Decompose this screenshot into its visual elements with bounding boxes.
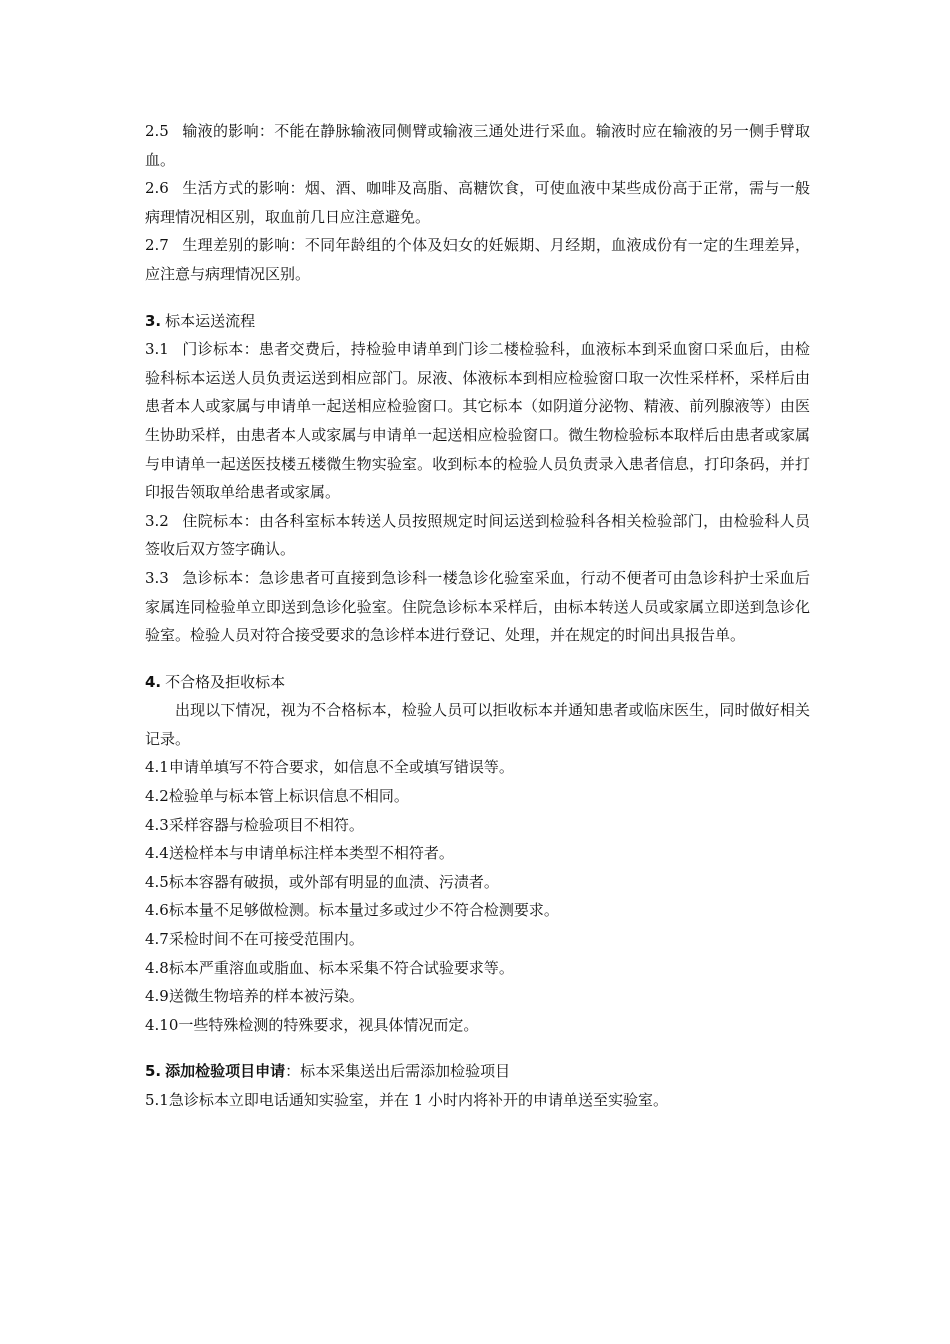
item-2-6	[145, 174, 810, 231]
item-3-1	[145, 335, 810, 507]
item-text: 一些特殊检测的特殊要求，视具体情况而定。	[178, 1015, 479, 1034]
section-gap	[145, 289, 810, 307]
item-text: 采样容器与检验项目不相符。	[168, 815, 364, 834]
item-4-9	[145, 982, 810, 1011]
item-4-10	[145, 1011, 810, 1040]
item-5-1	[145, 1086, 810, 1115]
item-number: 4.2	[145, 787, 169, 806]
item-text: 住院标本：由各科室标本转送人员按照规定时间运送到检验科各相关检验部门，由检验科人员签收后双方签字确认。	[145, 511, 810, 559]
section-title: 添加检验项目申请	[165, 1062, 286, 1081]
item-number: 4.5	[145, 872, 169, 891]
item-2-5	[145, 117, 810, 174]
item-number: 4.10	[145, 1015, 179, 1034]
item-text: 标本严重溶血或脂血、标本采集不符合试验要求等。	[168, 958, 514, 977]
item-text: 生活方式的影响：烟、酒、咖啡及高脂、高糖饮食，可使血液中某些成份高于正常，需与一般病理情况相区别，取血前几日应注意避免。	[145, 179, 810, 226]
section-number: 3.	[145, 311, 162, 330]
section-gap	[145, 650, 810, 668]
section-subtitle: ：标本采集送出后需添加检验项目	[285, 1062, 511, 1081]
item-3-3	[145, 564, 810, 650]
item-4-3	[145, 811, 810, 840]
item-number: 4.3	[145, 815, 169, 834]
item-4-8	[145, 954, 810, 983]
item-text: 生理差别的影响：不同年龄组的个体及妇女的妊娠期、月经期，血液成份有一定的生理差异，应注意与病理情况区别。	[145, 236, 810, 283]
item-text: 申请单填写不符合要求，如信息不全或填写错误等。	[168, 758, 514, 777]
section-title: 标本运送流程	[165, 311, 256, 330]
item-text: 标本容器有破损，或外部有明显的血渍、污渍者。	[168, 872, 499, 891]
section-number: 5.	[145, 1062, 162, 1081]
item-number: 4.8	[145, 958, 169, 977]
item-text: 送检样本与申请单标注样本类型不相符者。	[168, 844, 454, 863]
item-number: 2.7	[145, 236, 169, 255]
item-number: 4.9	[145, 987, 169, 1006]
item-4-6	[145, 896, 810, 925]
section-gap	[145, 1039, 810, 1057]
item-number: 4.6	[145, 901, 169, 920]
item-number: 4.7	[145, 930, 169, 949]
item-number: 5.1	[145, 1091, 169, 1109]
item-number: 3.3	[145, 568, 169, 587]
item-4-1	[145, 753, 810, 782]
item-4-5	[145, 868, 810, 897]
item-number: 4.4	[145, 844, 169, 863]
item-number: 2.6	[145, 179, 169, 198]
item-text: 急诊标本：急诊患者可直接到急诊科一楼急诊化验室采血，行动不便者可由急诊科护士采血后家属连同检验单立即送到急诊化验室。住院急诊标本采样后，由标本转送人员或家属立即送到急诊化验室。检验人员对符合接受要求的急诊样本进行登记、处理，并在规定的时间出具报告单。	[145, 568, 810, 645]
item-number: 4.1	[145, 758, 169, 777]
item-number: 2.5	[145, 122, 169, 140]
item-4-2	[145, 782, 810, 811]
section-5-heading	[145, 1057, 810, 1086]
section-4-heading	[145, 668, 810, 697]
item-text: 采检时间不在可接受范围内。	[168, 930, 364, 949]
section-3-heading	[145, 307, 810, 336]
section-title: 不合格及拒收标本	[165, 672, 286, 691]
item-text: 标本量不足够做检测。标本量过多或过少不符合检测要求。	[168, 901, 559, 920]
document-page	[145, 117, 810, 1115]
item-number: 3.1	[145, 340, 169, 359]
item-3-2	[145, 507, 810, 564]
item-text: 急诊标本立即电话通知实验室，并在 1 小时内将补开的申请单送至实验室。	[168, 1091, 668, 1109]
item-text: 输液的影响：不能在静脉输液同侧臂或输液三通处进行采血。输液时应在输液的另一侧手臂取血。	[145, 122, 810, 169]
item-text: 送微生物培养的样本被污染。	[168, 987, 364, 1006]
item-number: 3.2	[145, 511, 169, 530]
section-4-intro: 出现以下情况，视为不合格标本，检验人员可以拒收标本并通知患者或临床医生，同时做好相关记录。	[145, 701, 810, 748]
item-4-4	[145, 839, 810, 868]
item-text: 检验单与标本管上标识信息不相同。	[168, 787, 409, 806]
section-number: 4.	[145, 672, 162, 691]
item-text: 门诊标本：患者交费后，持检验申请单到门诊二楼检验科，血液标本到采血窗口采血后，由检验科标本运送人员负责运送到相应部门。尿液、体液标本到相应检验窗口取一次性采样杯，采样后由患者本人或家属与申请单一起送相应检验窗口。其它标本（如阴道分泌物、精液、前列腺液等）由医生协助采样，由患者本人或家属与申请单一起送相应检验窗口。微生物检验标本取样后由患者或家属与申请单一起送医技楼五楼微生物实验室。收到标本的检验人员负责录入患者信息，打印条码，并打印报告领取单给患者或家属。	[145, 340, 810, 502]
item-2-7	[145, 231, 810, 288]
item-4-7	[145, 925, 810, 954]
